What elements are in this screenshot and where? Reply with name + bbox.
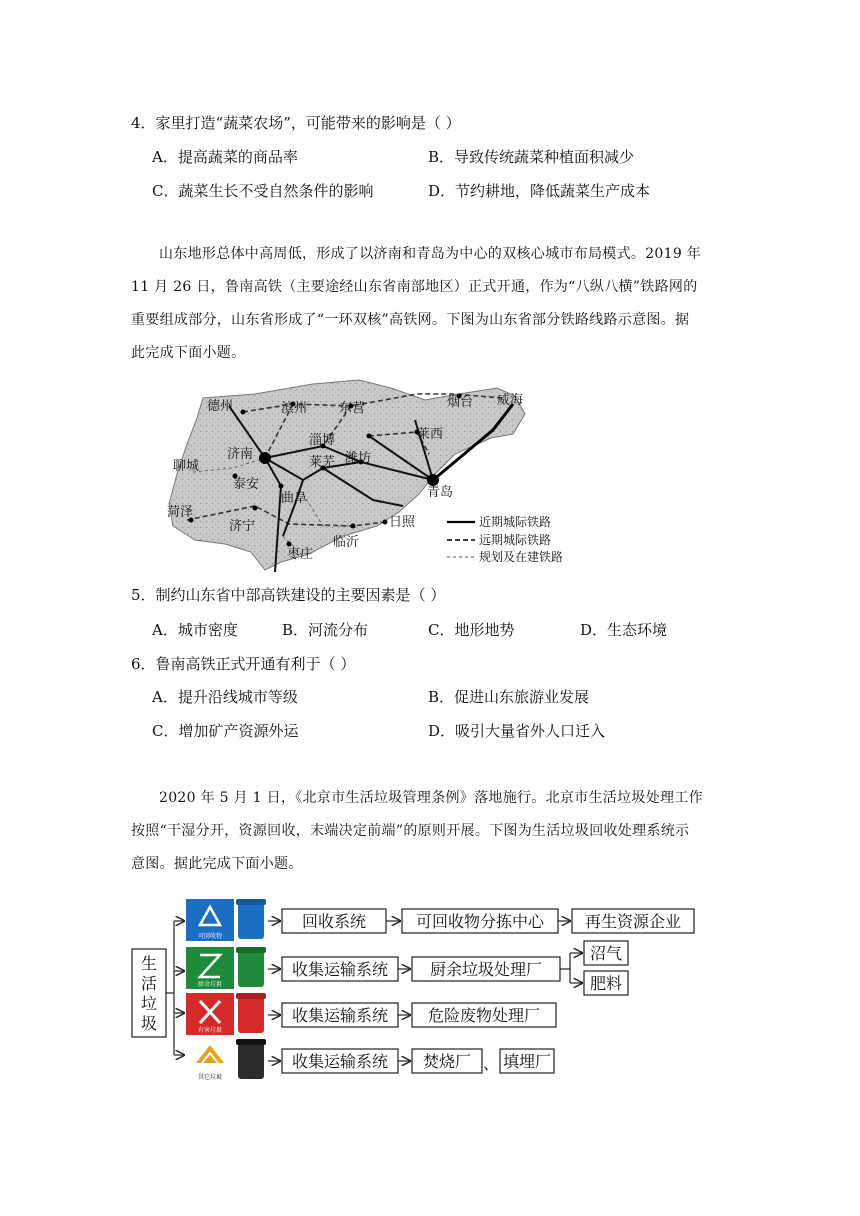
flow-box-text: 收集运输系统 [291, 1006, 389, 1025]
city-yantai: 烟台 [447, 395, 474, 410]
q4-option-d[interactable]: D．节约耕地，降低蔬菜生产成本 [428, 182, 651, 200]
flow-box-text: 收集运输系统 [291, 960, 389, 979]
q5-option-d[interactable]: D．生态环境 [580, 621, 668, 639]
q6-option-a[interactable]: A．提升沿线城市等级 [152, 688, 298, 706]
city-laiwu: 莱芜 [309, 455, 336, 470]
city-rizhao: 日照 [389, 515, 416, 530]
question-6-stem: 6．鲁南高铁正式开通有利于（ ） [131, 655, 356, 673]
question-4-stem: 4．家里打造“蔬菜农场”，可能带来的影响是（ ） [131, 114, 461, 132]
city-zibo: 淄博 [309, 433, 336, 448]
city-weifang: 潍坊 [345, 451, 372, 466]
passage-shandong [131, 238, 731, 370]
passage-line: 重要组成部分，山东省形成了“一环双核”高铁网。下图为山东省部分铁路线路示意图。据 [131, 312, 690, 328]
q6-option-b[interactable]: B．促进山东旅游业发展 [428, 688, 590, 706]
city-qufu: 曲阜 [281, 491, 308, 506]
flow-box-text: 焚烧厂 [422, 1052, 472, 1071]
root-char: 生 [140, 954, 158, 973]
q4-option-a[interactable]: A．提高蔬菜的商品率 [152, 148, 298, 166]
other-waste-icon [186, 1039, 266, 1081]
flow-box-text: 收集运输系统 [291, 1052, 389, 1071]
city-zaozhuang: 枣庄 [287, 547, 314, 562]
city-qingdao: 青岛 [427, 485, 454, 500]
city-laixi: 莱西 [417, 427, 444, 442]
passage-line: 山东地形总体中高周低，形成了以济南和青岛为中心的双核心城市布局模式。2019 年 [159, 246, 702, 262]
root-char: 垃 [140, 994, 158, 1013]
passage-line: 按照“干湿分开，资源回收，末端决定前端”的原则开展。下图为生活垃圾回收处理系统示 [131, 823, 690, 839]
category-label: 有害垃圾 [197, 1027, 223, 1034]
flow-box-text: 危险废物处理厂 [427, 1006, 541, 1025]
q6-option-d[interactable]: D．吸引大量省外人口迁入 [428, 722, 606, 740]
category-label: 其它垃圾 [197, 1074, 223, 1081]
city-weihai: 威海 [497, 393, 524, 408]
city-taian: 泰安 [233, 477, 260, 492]
hazardous-waste-icon [186, 993, 266, 1035]
root-char: 圾 [140, 1014, 158, 1033]
q5-option-c[interactable]: C．地形地势 [428, 621, 515, 639]
root-char: 活 [140, 974, 158, 993]
city-dezhou: 德州 [207, 399, 234, 414]
map-legend [441, 510, 563, 568]
city-liaocheng: 聊城 [173, 459, 200, 474]
q6-option-c[interactable]: C．增加矿产资源外运 [152, 722, 299, 740]
passage-line: 意图。据此完成下面小题。 [131, 856, 303, 872]
waste-flow-diagram [130, 893, 700, 1093]
legend-near-term: 近期城际铁路 [479, 515, 552, 529]
legend-planned: 规划及在建铁路 [479, 550, 563, 564]
q4-option-c[interactable]: C．蔬菜生长不受自然条件的影响 [152, 182, 374, 200]
city-jinan: 济南 [227, 447, 254, 462]
flow-box-text: 厨余垃圾处理厂 [429, 960, 543, 979]
flow-box-text: 填埋厂 [502, 1052, 552, 1071]
city-dongying: 东营 [339, 401, 366, 416]
passage-line: 2020 年 5 月 1 日，《北京市生活垃圾管理条例》落地施行。北京市生活垃圾处理工作 [159, 790, 703, 806]
city-binzhou: 滨州 [281, 401, 308, 416]
shandong-railway-map [163, 376, 563, 572]
passage-line: 11 月 26 日，鲁南高铁（主要途经山东省南部地区）正式开通，作为“八纵八横”铁路网的 [131, 279, 698, 295]
legend-long-term: 远期城际铁路 [479, 533, 552, 547]
flow-box-text: 肥料 [589, 974, 623, 993]
q4-option-b[interactable]: B．导致传统蔬菜种植面积减少 [428, 148, 635, 166]
category-label: 可回收物 [197, 933, 223, 940]
city-heze: 菏泽 [167, 505, 194, 520]
city-jining: 济宁 [229, 519, 256, 534]
q5-option-b[interactable]: B．河流分布 [282, 621, 369, 639]
flow-box-text: 沼气 [589, 944, 623, 963]
flow-box-text: 可回收物分拣中心 [415, 912, 545, 931]
flow-separator: 、 [482, 1054, 500, 1073]
category-label: 厨余垃圾 [197, 981, 223, 988]
kitchen-waste-icon [186, 947, 266, 989]
city-linyi: 临沂 [333, 535, 360, 550]
flow-box-text: 再生资源企业 [584, 912, 682, 931]
passage-line: 此完成下面小题。 [131, 345, 246, 361]
question-5-stem: 5．制约山东省中部高铁建设的主要因素是（ ） [131, 586, 446, 604]
q5-option-a[interactable]: A．城市密度 [152, 621, 238, 639]
flow-box-text: 回收系统 [301, 912, 367, 931]
passage-beijing-waste [131, 782, 731, 881]
recyclable-icon [186, 899, 266, 941]
